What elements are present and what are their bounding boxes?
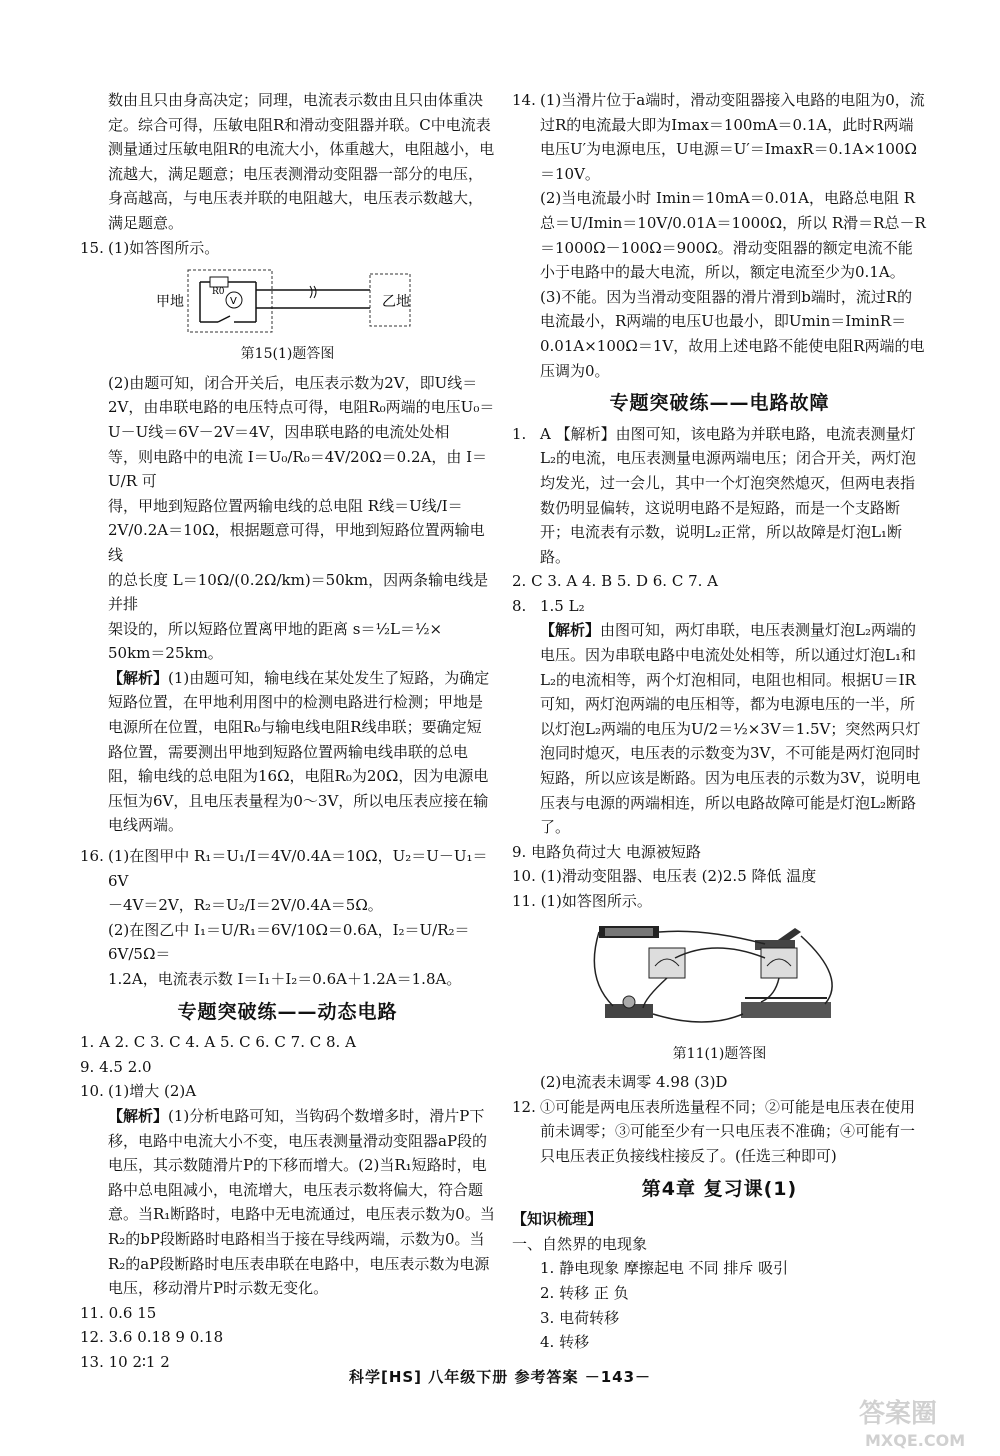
resistor-r0 (210, 277, 228, 287)
rheostat (741, 1002, 831, 1018)
answer-line: 等，则电路中的电流 I＝U₀/R₀＝4V/20Ω＝0.2A，由 I＝U/R 可 (108, 447, 488, 491)
answer-line: (2)由题可知，闭合开关后，电压表示数为2V，即U线＝2V，由串联电路的电压特点可得，电阻R₀两端的电压U₀＝U－U线＝6V－2V＝4V，因串联电路的电流处处相 (108, 373, 495, 441)
knowledge-line: 3. 电荷转移 (540, 1308, 620, 1327)
answer-line: 9. 4.5 2.0 (80, 1057, 152, 1076)
section-heading-dynamic-circuit: 专题突破练——动态电路 (177, 1000, 398, 1023)
chapter-heading: 第4章 复习课(1) (641, 1177, 798, 1200)
question-number: 1. (512, 424, 527, 443)
answer-line: 1.2A，电流表示数 I＝I₁＋I₂＝0.6A＋1.2A＝1.8A。 (108, 970, 462, 988)
answer-line: 9. 电路负荷过大 电源被短路 (512, 842, 701, 861)
knowledge-line: 一、自然界的电现象 (512, 1234, 648, 1253)
question-number: 10. (80, 1082, 104, 1101)
answer-line: 13. 10 2∶1 2 (80, 1352, 170, 1371)
figure-caption: 第15(1)题答图 (240, 346, 335, 363)
section-heading-circuit-fault: 专题突破练——电路故障 (609, 392, 830, 415)
circuit-diagram-15 (138, 264, 438, 338)
ammeter (761, 948, 797, 978)
figure-caption: 第11(1)题答图 (672, 1045, 767, 1062)
switch (218, 316, 230, 322)
answer-line: 2V/0.2A＝10Ω，根据题意可得，甲地到短路位置两输电线 (108, 521, 485, 564)
analysis-tag: 【解析】 (108, 668, 169, 687)
answer-line: (2)当电流最小时 Imin＝10mA＝0.01A，电路总电阻 R总＝U/Imin＝10V/0.01A＝1000Ω，所以 R滑＝R总－R＝1000Ω－100Ω＝900Ω。滑动变阻器的额定电流不能小于电路中的最大电流，所以，额定电流至少为0.1A。 (540, 189, 926, 282)
answer-text: (1)如答图所示。 (108, 238, 220, 257)
answer-line: 12. 3.6 0.18 9 0.18 (80, 1328, 224, 1347)
answer-line: 11. (1)如答图所示。 (512, 892, 652, 910)
answer-line: (2)电流表未调零 4.98 (3)D (540, 1073, 728, 1092)
question-number: 12. (512, 1097, 536, 1116)
analysis-paragraph: 【解析】(1)分析电路可知，当钩码个数增多时，滑片P下移，电路中电流大小不变，电压表测量滑动变阻器aP段的电压，其示数随滑片P的下移而增大。(2)当R₁短路时，电路中总电阻减小，电流增大，电压表示数将偏大，符合题意。当R₁断路时，电路中无电流通过，电压表示数为0。当R₂的bP段断路时电路相当于接在导线两端，示数为0。当R₂的aP段断路时电压表串联在电路中，电压表示数为电源电压，移动滑片P时示数无变化。 (108, 1106, 495, 1298)
question-16: 16. (1)在图甲中 R₁＝U₁/I＝4V/0.4A＝10Ω，U₂＝U－U₁＝6V (80, 844, 495, 893)
place-label-left: 甲地 (155, 294, 184, 311)
analysis-paragraph: 【解析】由图可知，两灯串联，电压表测量灯泡L₂两端的电压。因为串联电路中电流处处相等，所以通过灯泡L₁和L₂的电流相等，两个灯泡相同，电阻也相同。根据U＝IR可知，两灯泡两端的电压相等，都为电源电压的一半，所以灯泡L₂两端的电压为U/2＝½×3V＝1.5V；突然两只灯泡同时熄灭，电压表的示数变为3V，不可能是两灯泡同时短路，所以应该是断路。因为电压表的示数为3V，说明电压表与电源的两端相连，所以电路故障可能是灯泡L₂断路了。 (540, 621, 921, 837)
svg-text:MXQE.COM: MXQE.COM (865, 1431, 966, 1450)
question-14: 14. (1)当滑片位于a端时，滑动变阻器接入电路的电阻为0，流过R的电流最大即为Imax＝100mA＝0.1A，此时R两端电压U′为电源电压，U电源＝U′＝ImaxR＝0.1A×100Ω＝10V。 (512, 88, 927, 186)
place-label-right: 乙地 (381, 294, 410, 311)
answer-line: (2)在图乙中 I₁＝U/R₁＝6V/10Ω＝0.6A，I₂＝U/R₂＝6V/5Ω＝ (108, 920, 470, 964)
left-column (80, 88, 495, 1375)
paragraph-continuation: 数由且只由身高决定；同理，电流表示数由且只由体重决定。综合可得，压敏电阻R和滑动变阻器并联。C中电流表测量通过压敏电阻R的电流大小，体重越大，电阻越小，电流越大，满足题意；电压表测滑动变阻器一部分的电压，身高越高，与电压表并联的电阻越大，电压表示数越大，满足题意。 (108, 91, 495, 232)
answer-line: 11. 0.6 15 (80, 1303, 157, 1322)
knowledge-tag: 【知识梳理】 (512, 1210, 603, 1229)
answer-line: 2. C 3. A 4. B 5. D 6. C 7. A (512, 572, 718, 591)
answer-line: 1. A 2. C 3. C 4. A 5. C 6. C 7. C 8. A (80, 1033, 356, 1052)
question-15 (80, 236, 495, 261)
answer-line: 架设的，所以短路位置离甲地的距离 s＝½L＝½× (108, 619, 443, 638)
question-12: 12. ①可能是两电压表所选量程不同；②可能是电压表在使用前未调零；③可能至少有一只电压表不准确；④可能有一只电压表正负接线柱接反了。(任选三种即可) (512, 1095, 927, 1169)
question-number: 14. (512, 91, 536, 109)
page-footer: 科学[HS] 八年级下册 参考答案 －143－ (348, 1368, 652, 1386)
answer-line: (3)不能。因为当滑动变阻器的滑片滑到b端时，流过R的电流最小，R两端的电压U也最小，即Umin＝IminR＝0.01A×100Ω＝1V，故用上述电路不能使电阻R两端的电压调为0。 (540, 287, 925, 380)
question-number: 15. (80, 238, 104, 257)
answer-line: 10. (1)滑动变阻器、电压表 (2)2.5 降低 温度 (512, 867, 817, 886)
svg-text:R0: R0 (211, 287, 225, 298)
answer-line: 50km＝25km。 (108, 644, 223, 663)
analysis-tag: 【解析】 (108, 1106, 169, 1125)
question-number: 16. (80, 847, 104, 866)
svg-text:V: V (229, 296, 237, 308)
analysis-paragraph: 【解析】(1)由题可知，输电线在某处发生了短路，为确定短路位置，在甲地利用图中的检测电路进行检测；甲地是电源所在位置，电阻R₀与输电线电阻R线串联；要确定短路位置，需要测出甲地到短路位置两输电线串联的总电阻，输电线的总电阻为16Ω，电阻R₀为20Ω，因为电源电压恒为6V，且电压表量程为0～3V，所以电压表应接在输电线两端。 (108, 668, 490, 835)
fault-question-8: 8. 1.5 L₂ (512, 594, 927, 619)
circuit-photo-diagram-11 (585, 918, 855, 1038)
knowledge-line: 4. 转移 (540, 1333, 590, 1352)
analysis-tag: 【解析】 (540, 621, 601, 640)
answer-line: 的总长度 L＝10Ω/(0.2Ω/km)＝50km，因两条输电线是并排 (108, 570, 489, 614)
voltmeter (649, 948, 685, 978)
question-10: 10. (1)增大 (2)A (80, 1079, 495, 1104)
knowledge-line: 2. 转移 正 负 (540, 1283, 629, 1302)
answer-line: －4V＝2V，R₂＝U₂/I＝2V/0.4A＝5Ω。 (108, 896, 383, 915)
question-number: 8. (512, 596, 527, 615)
knowledge-line: 1. 静电现象 摩擦起电 不同 排斥 吸引 (540, 1259, 789, 1278)
answer-line: 得，甲地到短路位置两输电线的总电阻 R线＝U线/I＝ (108, 496, 463, 515)
right-column (512, 88, 927, 1355)
fault-question-1: 1. A 【解析】由图可知，该电路为并联电路，电流表测量灯L₂的电流，电压表测量电源两端电压；闭合开关，两灯泡均发光，过一会儿，其中一个灯泡突然熄灭，但两电表指数仍明显偏转，这说明电路不是短路，而是一个支路断开；电流表有示数，说明L₂正常，所以故障是灯泡L₁断路。 (512, 422, 927, 570)
svg-text:答案圈: 答案圈 (859, 1399, 938, 1429)
watermark-logo (855, 1388, 995, 1452)
